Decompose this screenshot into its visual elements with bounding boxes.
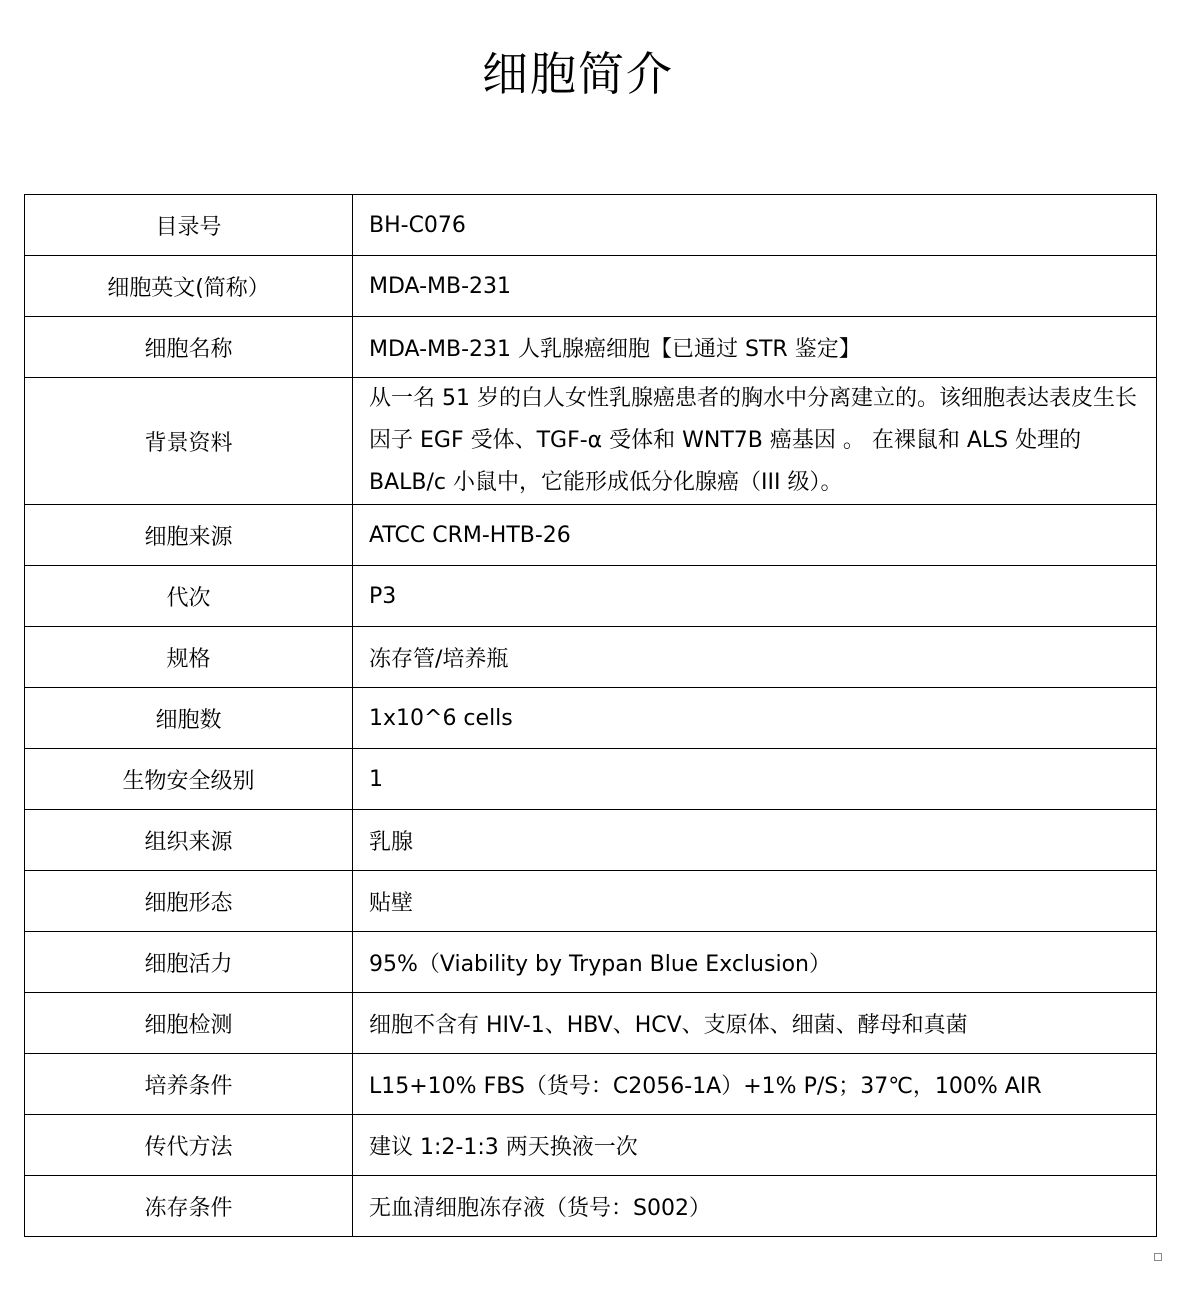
table-row bbox=[25, 1054, 1157, 1115]
row-label: 组织来源 bbox=[25, 810, 353, 871]
row-value: 贴壁 bbox=[353, 871, 1157, 932]
table-row bbox=[25, 505, 1157, 566]
table-row bbox=[25, 932, 1157, 993]
row-label: 细胞来源 bbox=[25, 505, 353, 566]
row-value: ATCC CRM-HTB-26 bbox=[353, 505, 1157, 566]
table-row bbox=[25, 378, 1157, 505]
row-value: 建议 1:2-1:3 两天换液一次 bbox=[353, 1115, 1157, 1176]
row-value: MDA-MB-231 人乳腺癌细胞【已通过 STR 鉴定】 bbox=[353, 317, 1157, 378]
row-value: 1 bbox=[353, 749, 1157, 810]
row-value: 无血清细胞冻存液（货号：S002） bbox=[353, 1176, 1157, 1237]
row-label: 细胞英文(简称） bbox=[25, 256, 353, 317]
row-value: 细胞不含有 HIV-1、HBV、HCV、支原体、细菌、酵母和真菌 bbox=[353, 993, 1157, 1054]
row-value: 从一名 51 岁的白人女性乳腺癌患者的胸水中分离建立的。该细胞表达表皮生长因子 EGF 受体、TGF-α 受体和 WNT7B 癌基因 。 在裸鼠和 ALS 处理的 BALB/c 小鼠中，它能形成低分化腺癌（III 级）。 bbox=[353, 378, 1157, 505]
page-title: 细胞简介 bbox=[482, 47, 674, 101]
table-row bbox=[25, 317, 1157, 378]
cell-info-table bbox=[24, 194, 1157, 1237]
table-row bbox=[25, 256, 1157, 317]
row-label: 代次 bbox=[25, 566, 353, 627]
row-label: 细胞检测 bbox=[25, 993, 353, 1054]
table-resize-handle[interactable] bbox=[1154, 1253, 1162, 1261]
row-label: 冻存条件 bbox=[25, 1176, 353, 1237]
table-row bbox=[25, 1176, 1157, 1237]
row-label: 细胞活力 bbox=[25, 932, 353, 993]
row-value: MDA-MB-231 bbox=[353, 256, 1157, 317]
row-label: 生物安全级别 bbox=[25, 749, 353, 810]
row-label: 目录号 bbox=[25, 195, 353, 256]
row-label: 规格 bbox=[25, 627, 353, 688]
table-row bbox=[25, 993, 1157, 1054]
table-row bbox=[25, 871, 1157, 932]
table-row bbox=[25, 749, 1157, 810]
row-label: 细胞名称 bbox=[25, 317, 353, 378]
table-row bbox=[25, 810, 1157, 871]
row-label: 细胞形态 bbox=[25, 871, 353, 932]
row-label: 传代方法 bbox=[25, 1115, 353, 1176]
table-row bbox=[25, 1115, 1157, 1176]
table-row bbox=[25, 627, 1157, 688]
table-row bbox=[25, 566, 1157, 627]
row-value: 冻存管/培养瓶 bbox=[353, 627, 1157, 688]
row-value: P3 bbox=[353, 566, 1157, 627]
row-value: L15+10% FBS（货号：C2056-1A）+1% P/S；37℃，100% AIR bbox=[353, 1054, 1157, 1115]
row-value: 1x10^6 cells bbox=[353, 688, 1157, 749]
row-value: 乳腺 bbox=[353, 810, 1157, 871]
row-label: 背景资料 bbox=[25, 378, 353, 505]
table-row bbox=[25, 195, 1157, 256]
row-value: BH-C076 bbox=[353, 195, 1157, 256]
row-label: 细胞数 bbox=[25, 688, 353, 749]
row-value: 95%（Viability by Trypan Blue Exclusion） bbox=[353, 932, 1157, 993]
row-label: 培养条件 bbox=[25, 1054, 353, 1115]
table-row bbox=[25, 688, 1157, 749]
